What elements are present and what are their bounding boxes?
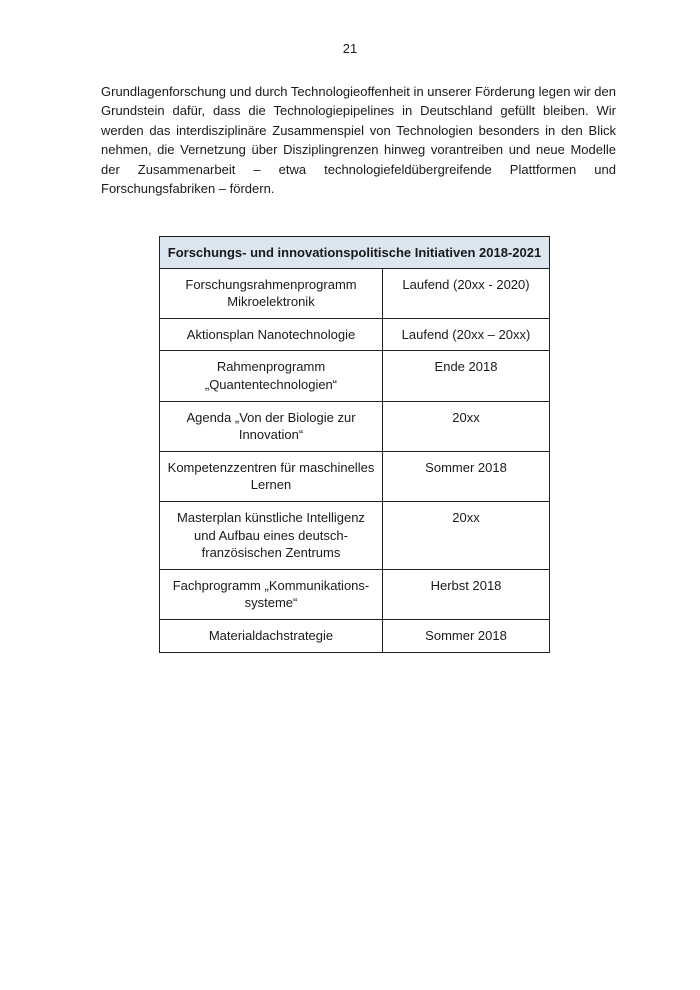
initiative-cell: Fachprogramm „Kommunikations-systeme“ [160,569,383,619]
body-paragraph: Grundlagenforschung und durch Technologieoffenheit in unserer Förderung legen wir den Grundstein dafür, dass die Technologiepipelines in Deutschland gefüllt bleiben. Wir werden das interdisziplinäre Zusammenspiel von Technologien besonders in den Blick nehmen, die Vernetzung über Disziplingrenzen hinweg vorantreiben und neue Modelle der Zusammenarbeit – etwa technologiefeldübergreifende Plattformen und Forschungsfabriken – fördern. [101,84,616,197]
initiative-cell: Masterplan künstliche Intelligenz und Aufbau eines deutsch-französischen Zentrums [160,501,383,569]
table-row [160,451,550,501]
initiative-cell: Materialdachstrategie [160,619,383,652]
status-cell: Herbst 2018 [383,569,550,619]
table-row [160,619,550,652]
table-header: Forschungs- und innovationspolitische Initiativen 2018-2021 [160,237,550,269]
status-cell: 20xx [383,501,550,569]
table-row [160,351,550,401]
status-cell: Sommer 2018 [383,451,550,501]
initiatives-table [159,236,550,653]
initiative-cell: Rahmenprogramm „Quantentechnologien“ [160,351,383,401]
initiative-cell: Kompetenzzentren für maschinelles Lernen [160,451,383,501]
status-cell: Laufend (20xx – 20xx) [383,318,550,351]
initiative-cell: Forschungsrahmenprogramm Mikroelektronik [160,268,383,318]
status-cell: 20xx [383,401,550,451]
table-row [160,501,550,569]
table-row [160,401,550,451]
table-header-row [160,237,550,269]
table-row [160,569,550,619]
initiative-cell: Agenda „Von der Biologie zur Innovation“ [160,401,383,451]
status-cell: Sommer 2018 [383,619,550,652]
initiative-cell: Aktionsplan Nanotechnologie [160,318,383,351]
page-number: 21 [342,41,358,56]
status-cell: Ende 2018 [383,351,550,401]
status-cell: Laufend (20xx - 2020) [383,268,550,318]
table-row [160,318,550,351]
table-row [160,268,550,318]
